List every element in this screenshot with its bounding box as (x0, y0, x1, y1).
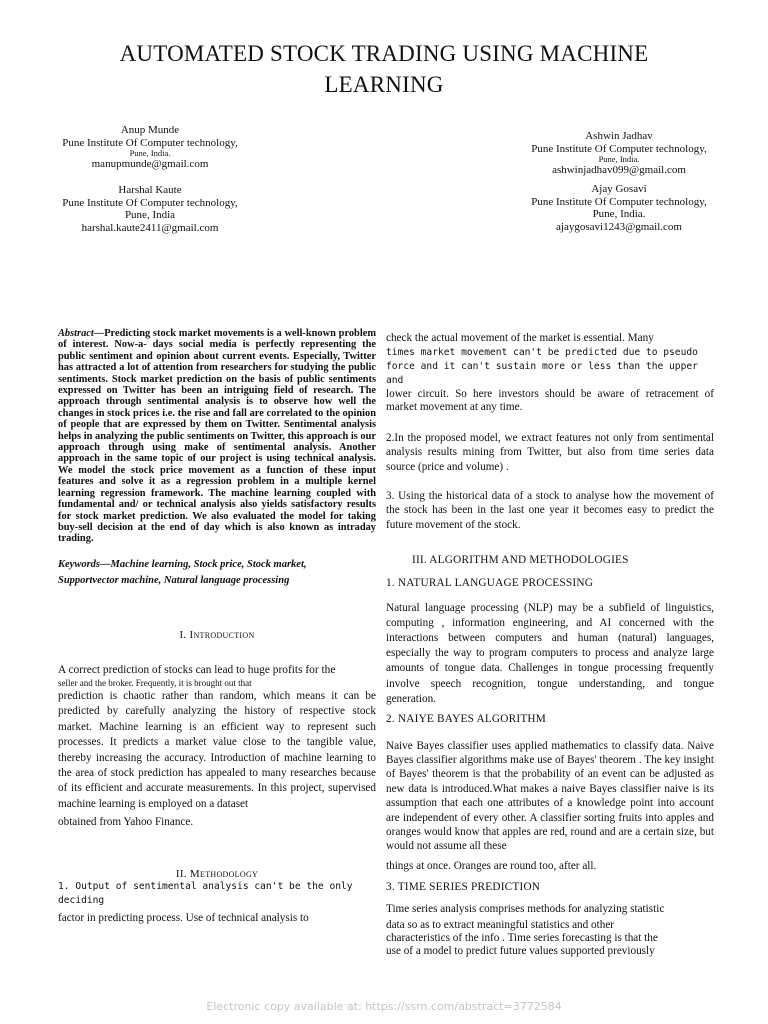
author-institute: Pune Institute Of Computer technology, (531, 142, 707, 155)
section-number: I. (179, 628, 190, 641)
author-institute: Pune Institute Of Computer technology, (531, 195, 707, 208)
right-column (386, 332, 714, 959)
author-name: Ajay Gosavi (591, 183, 647, 195)
left-column (58, 328, 376, 925)
author-location: Pune, India. (592, 208, 646, 220)
methodology-line-1: 1. Output of sentimental analysis can't be the only deciding (58, 880, 353, 906)
abstract-body: —Predicting stock market movements is a well-known problem of interest. Now-a- days social media is perfectly representing the public sentiment and opinion about current events. Especially, Twitter has attracted a lot of attention from researchers for studying the public sentiments. Stock market prediction on the basis of public sentiments expressed on Twitter has been an intriguing field of research. The approach through sentimental analysis is to observe how well the changes in stock prices i.e. the rise and fall are correlated to the opinion of people that are expressed by them on Twitter. Sentimental analysis helps in analyzing the public sentiments on Twitter, this approach is our approach through using make of sentimental analysis. Another approach in the same topic of our project is using technical analysis. We model the stock price movement as a function of these input features and solve it as a regression problem in a multiple kernel learning regression framework. The machine learning coupled with fundamental and/ or technical analysis also yields satisfactory results for stock market prediction. We also evaluated the model for taking buy-sell decision at the end of day which is also known as intraday trading. (58, 328, 376, 545)
naive-bayes-last-line: things at once. Oranges are round too, after all. (386, 859, 597, 872)
author-email: ajaygosavi1243@gmail.com (556, 220, 682, 233)
author-institute: Pune Institute Of Computer technology, (62, 196, 238, 209)
author-email: ashwinjadhav099@gmail.com (552, 164, 686, 176)
section-title: Introduction (189, 628, 255, 641)
abstract (58, 328, 376, 545)
author-location: Pune, India. (129, 148, 171, 158)
time-series-line-3: characteristics of the info . Time series forecasting is that the (386, 932, 658, 945)
title-line-2: LEARNING (324, 72, 444, 97)
author-name: Ashwin Jadhav (585, 130, 653, 142)
time-series-line-1: Time series analysis comprises methods for analyzing statistic (386, 902, 665, 915)
right-para-1-line-1: check the actual movement of the market is essential. Many (386, 332, 654, 344)
subsection-heading-time-series: 3. TIME SERIES PREDICTION (386, 881, 541, 894)
section-number: II. (175, 867, 190, 880)
intro-line-1: A correct prediction of stocks can lead to huge profits for the (58, 664, 336, 677)
section-heading-methodology (58, 868, 376, 880)
keywords-line-2: Supportvector machine, Natural language processing (58, 574, 290, 586)
section-heading-introduction (58, 629, 376, 643)
right-para-1-mono-1: times market movement can't be predicted due to pseudo (386, 346, 698, 358)
abstract-lead: Abstract (58, 328, 94, 339)
keywords-line-1: Keywords—Machine learning, Stock price, Stock market, (58, 558, 307, 570)
author-email: manupmunde@gmail.com (91, 158, 209, 170)
methodology-line-2: factor in predicting process. Use of technical analysis to (58, 911, 309, 924)
subsection-heading-nlp: 1. NATURAL LANGUAGE PROCESSING (386, 576, 594, 589)
section-heading-algorithms: III. ALGORITHM AND METHODOLOGIES (412, 554, 629, 567)
author-name: Harshal Kaute (118, 184, 182, 196)
right-para-2: 2.In the proposed model, we extract features not only from sentimental analysis results mining from Twitter, but also from time series data source (price and volume) . (386, 431, 714, 473)
time-series-line-4: use of a model to predict future values supported previously (386, 945, 655, 958)
paper-title (60, 38, 708, 100)
section-title: Methodology (189, 867, 259, 880)
author-institute: Pune Institute Of Computer technology, (62, 136, 238, 149)
author-block-3 (523, 130, 715, 177)
author-name: Anup Munde (120, 124, 180, 136)
author-location: Pune, India. (598, 154, 640, 164)
nlp-body: Natural language processing (NLP) may be a subfield of linguistics, computing , information engineering, and AI concerned with the interactions between computers and human (natural) languages, especially the way to program computers to process and analyze large amounts of tongue data. Challenges in tongue processing frequently involve speech recognition, tongue understanding, and tongue generation. (386, 601, 714, 705)
author-block-4 (523, 183, 715, 233)
title-line-1: AUTOMATED STOCK TRADING USING MACHINE (119, 41, 649, 66)
subsection-heading-naive-bayes: 2. NAIYE BAYES ALGORITHM (386, 712, 547, 725)
ssrn-footer-link[interactable]: Electronic copy available at: https://ssrn.com/abstract=3772584 (206, 1000, 562, 1013)
right-para-1-mono-2: force and it can't sustain more or less than the upper and (386, 360, 698, 386)
right-para-1-rest: lower circuit. So here investors should be aware of retracement of market movement at any time. (386, 387, 714, 414)
naive-bayes-body: Naive Bayes classifier uses applied mathematics to classify data. Naive Bayes classifier algorithms make use of Bayes' theorem . The key insight of Bayes' theorem is that the probability of an event can be adjusted as new data is introduced.What makes a naive Bayes classifier naive is its assumption that each one attributes of a knowledge point into account are independent of every other. A classifier sorting fruits into apples and oranges would know that apples are red, round and are a certain size, but would not assume all these (386, 739, 714, 853)
right-para-3: 3. Using the historical data of a stock to analyse how the movement of the stock has been in the last one year it becomes easy to predict the future movement of the stock. (386, 489, 714, 531)
time-series-line-2: data so as to extract meaningful statistics and other (386, 918, 615, 931)
author-block-1 (55, 124, 245, 171)
author-location: Pune, India (124, 209, 176, 221)
keywords (58, 557, 376, 589)
author-email: harshal.kaute2411@gmail.com (81, 221, 219, 234)
intro-last-line: obtained from Yahoo Finance. (58, 816, 194, 829)
intro-line-2: seller and the broker. Frequently, it is brought out that (58, 677, 252, 688)
intro-body: prediction is chaotic rather than random, which means it can be predicted by carefully analyzing the history of respective stock market. Machine learning is an efficient way to represent such processes. It predicts a market value close to the tangible value, thereby increasing the accuracy. Introduction of machine learning to the area of stock prediction has appealed to many researches because of its efficient and accurate measurements. In this project, supervised machine learning is employed on a dataset (58, 689, 376, 810)
author-block-2 (55, 184, 245, 234)
